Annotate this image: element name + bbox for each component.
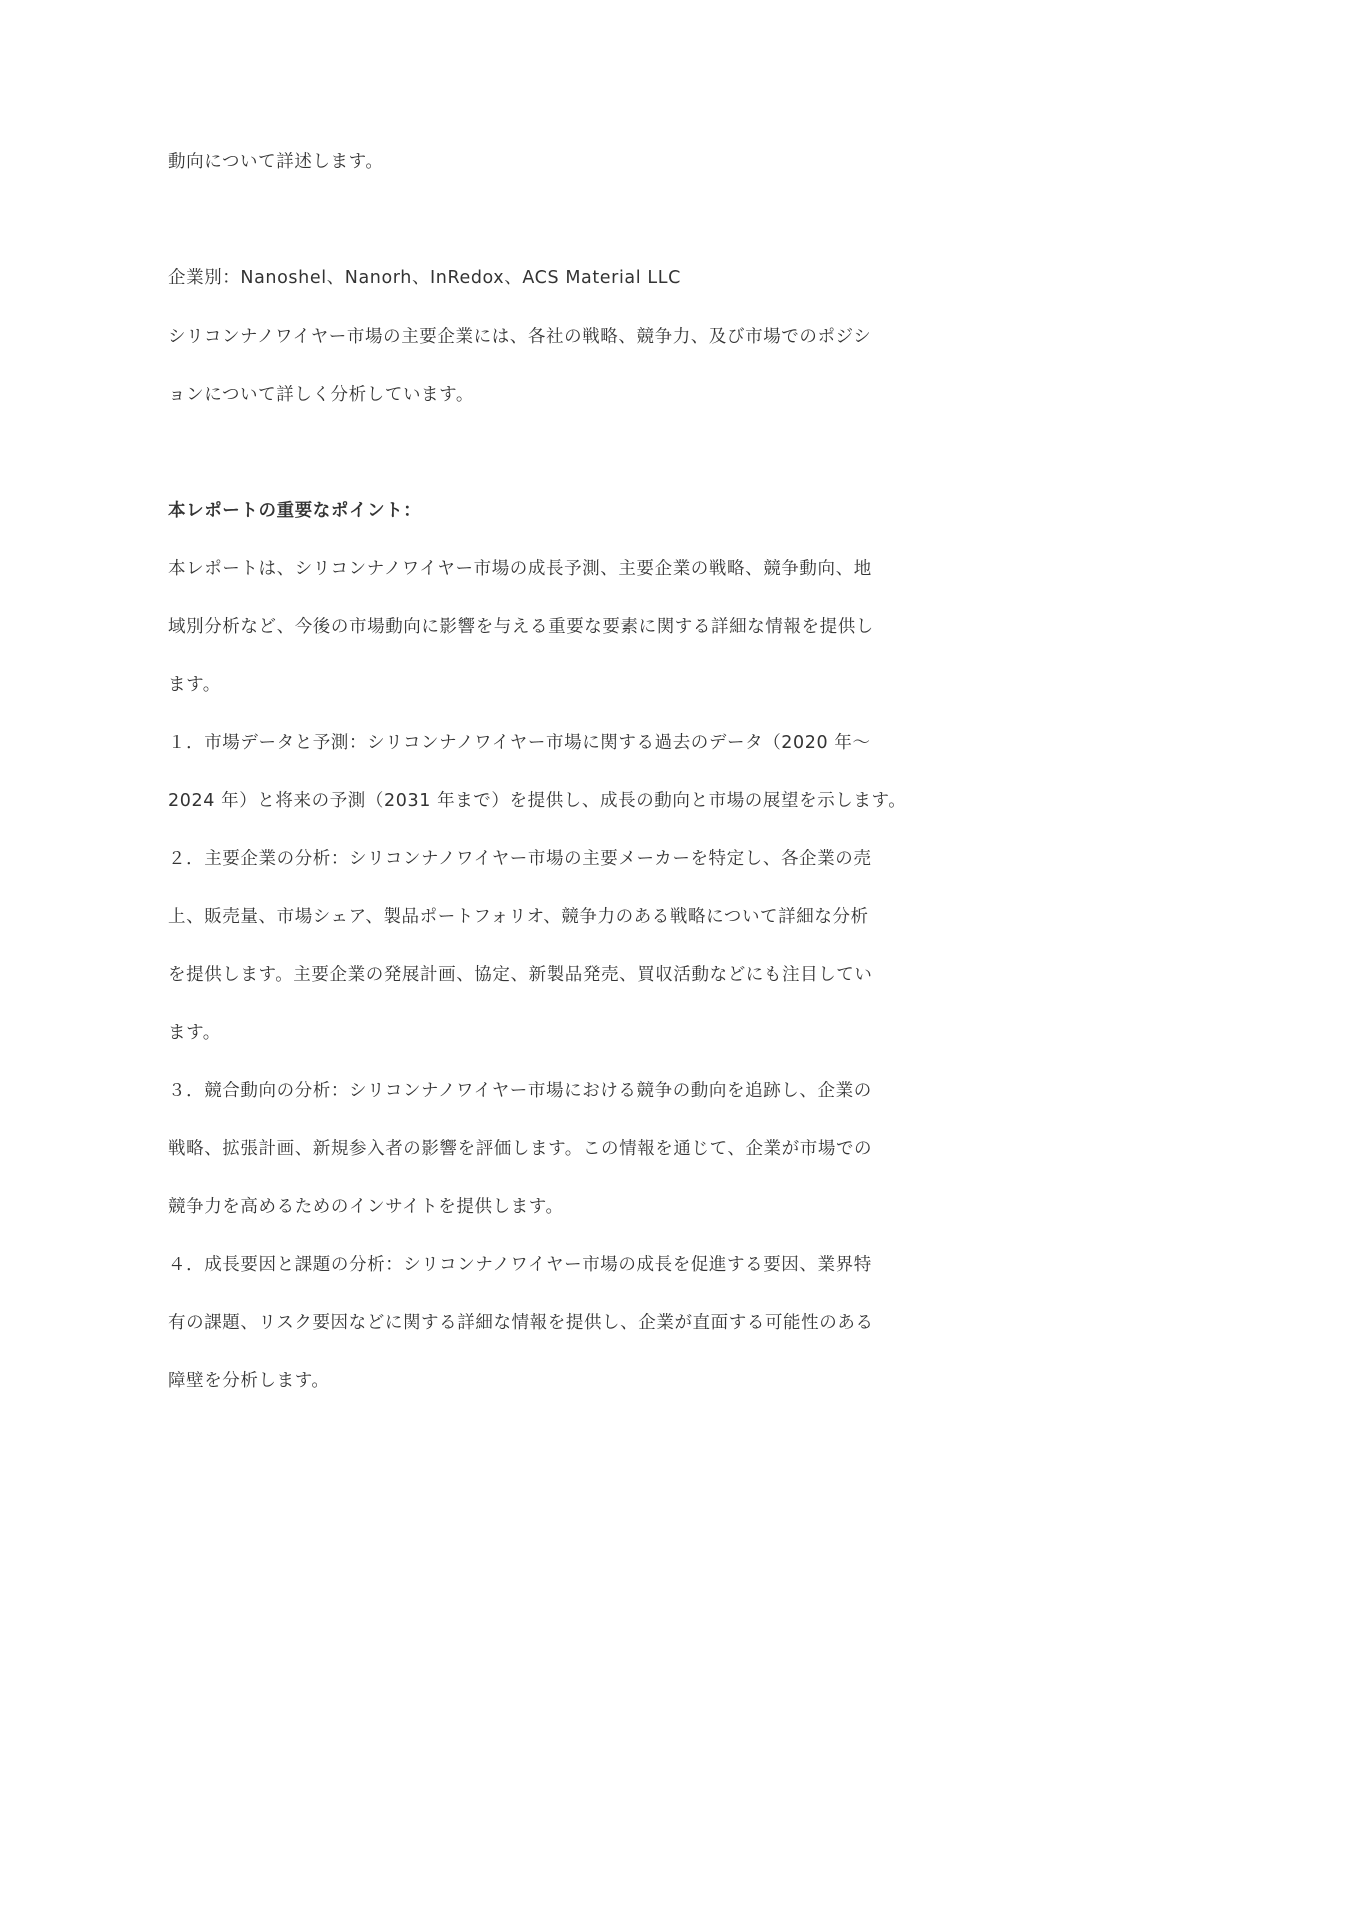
point-3-line-3: 競争力を高めるためのインサイトを提供します。 — [168, 1197, 564, 1217]
point-3-line-1: ３．競合動向の分析：シリコンナノワイヤー市場における競争の動向を追跡し、企業の — [168, 1081, 872, 1101]
companies-line: 企業別：Nanoshel、Nanorh、InRedox、ACS Material LLC — [168, 268, 681, 288]
point-4-line-1: ４．成長要因と課題の分析：シリコンナノワイヤー市場の成長を促進する要因、業界特 — [168, 1255, 872, 1275]
companies-description-line-2: ョンについて詳しく分析しています。 — [168, 385, 474, 405]
key-points-intro-line-1: 本レポートは、シリコンナノワイヤー市場の成長予測、主要企業の戦略、競争動向、地 — [168, 559, 872, 579]
companies-description-line-1: シリコンナノワイヤー市場の主要企業には、各社の戦略、競争力、及び市場でのポジシ — [168, 327, 872, 347]
point-2-line-3: を提供します。主要企業の発展計画、協定、新製品発売、買収活動などにも注目してい — [168, 965, 873, 985]
key-points-intro-line-2: 域別分析など、今後の市場動向に影響を与える重要な要素に関する詳細な情報を提供し — [168, 617, 874, 637]
point-2-line-1: ２．主要企業の分析：シリコンナノワイヤー市場の主要メーカーを特定し、各企業の売 — [168, 849, 872, 869]
key-points-intro-line-3: ます。 — [168, 675, 221, 695]
point-1-line-1: １．市場データと予測：シリコンナノワイヤー市場に関する過去のデータ（2020 年～ — [168, 733, 871, 753]
point-4-line-3: 障壁を分析します。 — [168, 1371, 330, 1391]
section-heading-key-points: 本レポートの重要なポイント： — [168, 501, 422, 521]
point-4-line-2: 有の課題、リスク要因などに関する詳細な情報を提供し、企業が直面する可能性のある — [168, 1313, 874, 1333]
point-2-line-2: 上、販売量、市場シェア、製品ポートフォリオ、競争力のある戦略について詳細な分析 — [168, 907, 869, 927]
point-2-line-4: ます。 — [168, 1023, 221, 1043]
paragraph-line-intro-end: 動向について詳述します。 — [168, 152, 384, 172]
point-3-line-2: 戦略、拡張計画、新規参入者の影響を評価します。この情報を通じて、企業が市場での — [168, 1139, 873, 1159]
point-1-line-2: 2024 年）と将来の予測（2031 年まで）を提供し、成長の動向と市場の展望を示します。 — [168, 791, 907, 811]
